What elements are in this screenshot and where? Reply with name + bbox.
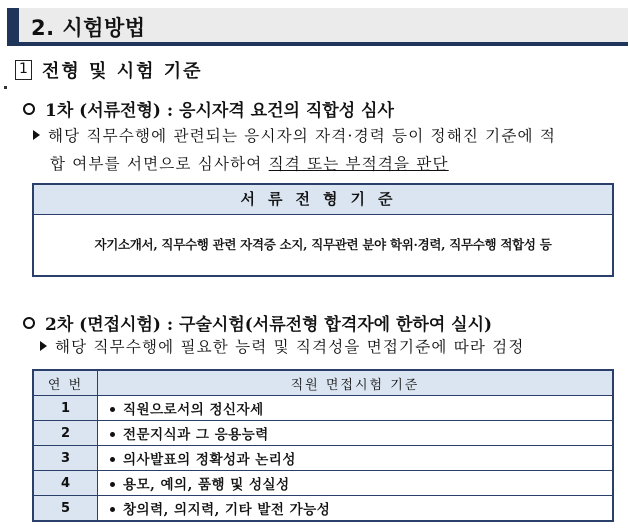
row-criterion-text: 의사발표의 정확성과 논리성 (123, 452, 296, 468)
hollow-circle-icon (23, 103, 35, 115)
table-row (33, 471, 613, 496)
stage1-desc-line2 (33, 150, 618, 178)
row-criterion (98, 421, 614, 446)
row-criterion (98, 446, 614, 471)
column-header-number: 연 번 (33, 370, 98, 396)
row-criterion-text: 직원으로서의 정신자세 (123, 402, 264, 418)
row-criterion (98, 471, 614, 496)
stage1-description (33, 122, 618, 178)
stage2-desc-text: 해당 직무수행에 필요한 능력 및 직격성을 면접기준에 따라 검정 (55, 338, 525, 356)
bullet-dot-icon (110, 482, 115, 487)
stage1-desc-line1-text: 해당 직무수행에 관련되는 응시자의 자격·경력 등이 정해진 기준에 적 (48, 127, 556, 145)
row-number: 3 (33, 446, 98, 471)
table-row (33, 396, 613, 421)
interview-criteria-table (32, 369, 614, 522)
screening-criteria-body: 자기소개서, 직무수행 관련 자격증 소지, 직무관련 분야 학위·경력, 직무수행 적합성 등 (94, 237, 552, 252)
table-header-row (33, 370, 613, 396)
stage1-desc-line2-prefix: 합 여부를 서면으로 심사하여 (50, 155, 269, 173)
row-criterion (98, 496, 614, 522)
subsection-title: 전형 및 시험 기준 (42, 61, 203, 82)
subsection-number: 1 (15, 60, 32, 80)
row-number: 2 (33, 421, 98, 446)
column-header-criteria: 직원 면접시험 기준 (98, 370, 614, 396)
stage1-desc-line1 (33, 122, 618, 150)
section-accent-bar (7, 8, 19, 46)
screening-criteria-header: 서류전형기준 (34, 185, 612, 215)
bullet-dot-icon (110, 432, 115, 437)
stage2-heading (23, 310, 492, 335)
bullet-dot-icon (110, 457, 115, 462)
stage2-description (40, 333, 525, 361)
margin-dot (4, 86, 7, 89)
row-number: 1 (33, 396, 98, 421)
row-number: 4 (33, 471, 98, 496)
triangle-bullet-icon (40, 341, 47, 351)
stage1-heading (23, 96, 394, 121)
section-title: 2. 시험방법 (31, 16, 146, 40)
row-criterion-text: 창의력, 의지력, 기타 발전 가능성 (123, 502, 331, 518)
table-row (33, 496, 613, 522)
bullet-dot-icon (110, 507, 115, 512)
triangle-bullet-icon (33, 130, 40, 140)
row-criterion (98, 396, 614, 421)
stage1-desc-underlined: 직격 또는 부적격을 판단 (268, 155, 449, 173)
row-number: 5 (33, 496, 98, 522)
row-criterion-text: 용모, 예의, 품행 및 성실성 (123, 477, 290, 493)
stage2-heading-text: 2차 (면접시험) : 구술시험(서류전형 합격자에 한하여 실시) (45, 315, 493, 335)
table-row (33, 446, 613, 471)
hollow-circle-icon (23, 317, 35, 329)
table-row (33, 421, 613, 446)
row-criterion-text: 전문지식과 그 응용능력 (123, 427, 269, 443)
screening-criteria-box (32, 183, 614, 277)
stage1-heading-text: 1차 (서류전형) : 응시자격 요건의 직합성 심사 (45, 101, 394, 121)
bullet-dot-icon (110, 407, 115, 412)
subsection-heading (15, 57, 203, 83)
